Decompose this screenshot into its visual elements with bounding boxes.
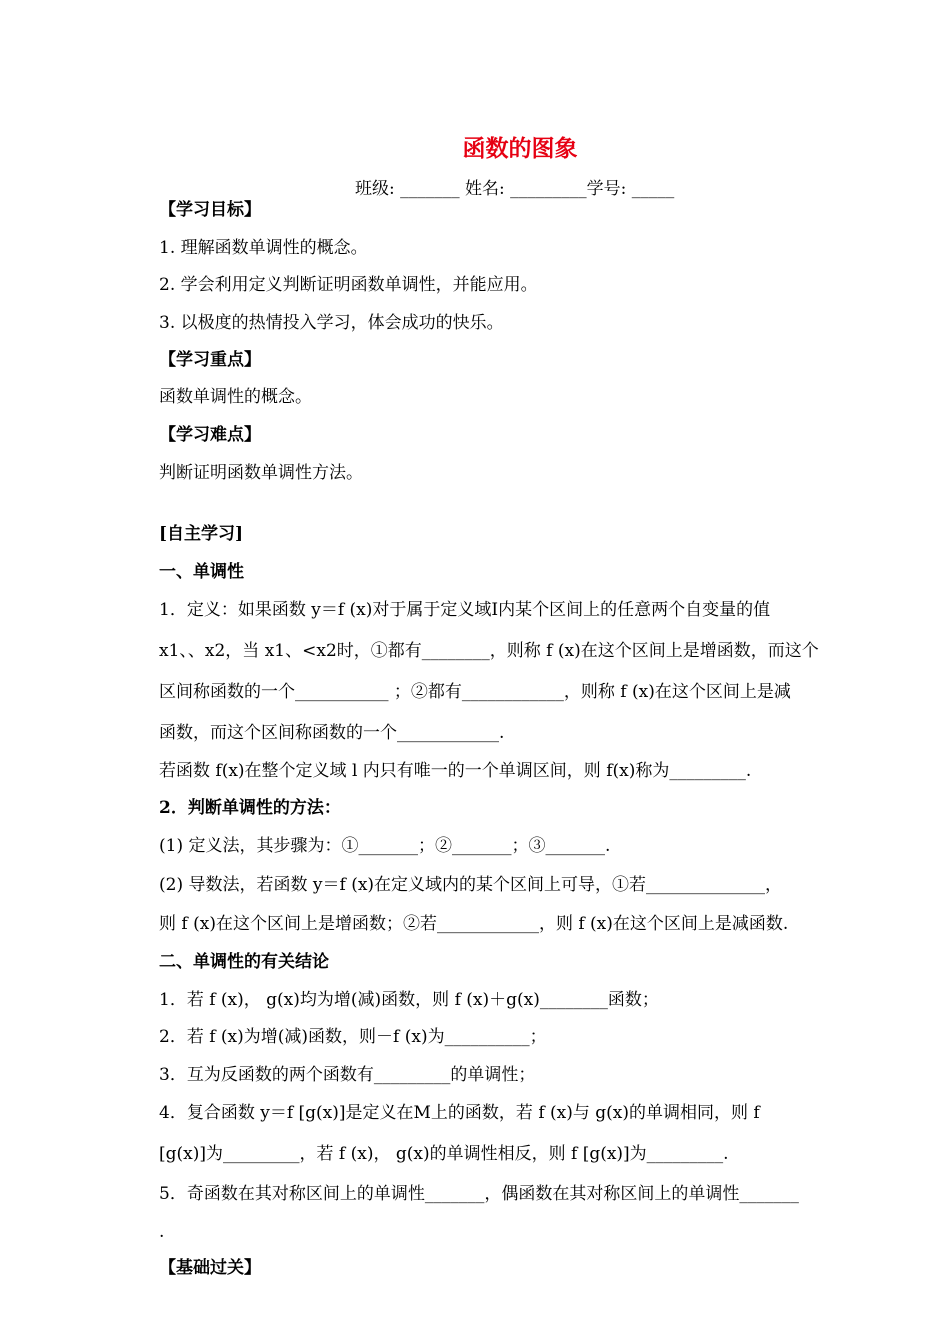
student-info-line: 班级: _______ 姓名: _________学号: _____ <box>355 179 675 199</box>
key-points-text: 函数单调性的概念。 <box>159 387 312 407</box>
method-derivative-line-1: (2) 导数法，若函数 y＝f (x)在定义域内的某个区间上可导，①若______________， <box>159 875 783 895</box>
definition-line-4: 函数，而这个区间称函数的一个____________. <box>159 723 505 743</box>
conclusion-item-1: 1．若 f (x)， g(x)均为增(减)函数，则 f (x)＋g(x)________函数； <box>159 990 659 1010</box>
method-derivative-line-2: 则 f (x)在这个区间上是增函数；②若____________，则 f (x)在这个区间上是减函数. <box>159 914 789 934</box>
subheading-judging-methods: 2．判断单调性的方法： <box>159 798 341 818</box>
definition-line-5: 若函数 f(x)在整个定义域 l 内只有唯一的一个单调区间，则 f(x)称为_________. <box>159 761 752 781</box>
objective-item-2: 2. 学会利用定义判断证明函数单调性，并能应用。 <box>159 275 538 295</box>
conclusion-item-4-line-1: 4．复合函数 y＝f [g(x)]是定义在M上的函数，若 f (x)与 g(x)的单调相同，则 f <box>159 1103 760 1123</box>
definition-line-3: 区间称函数的一个___________ ；②都有____________，则称 f (x)在这个区间上是减 <box>159 682 791 702</box>
page-title: 函数的图象 <box>462 135 578 162</box>
conclusion-item-4-line-2: [g(x)]为_________，若 f (x)， g(x)的单调性相反，则 f [g(x)]为_________. <box>159 1144 729 1164</box>
definition-line-2: x1、、x2，当 x1、<x2时，①都有________，则称 f (x)在这个区间上是增函数，而这个 <box>159 641 819 661</box>
subsection-heading-conclusions: 二、单调性的有关结论 <box>159 952 329 972</box>
difficulties-text: 判断证明函数单调性方法。 <box>159 463 363 483</box>
section-heading-key-points: 【学习重点】 <box>159 350 261 370</box>
conclusion-item-5: 5．奇函数在其对称区间上的单调性_______，偶函数在其对称区间上的单调性_______ <box>159 1184 799 1204</box>
section-heading-self-study: [自主学习] <box>159 524 244 544</box>
method-definition-line: (1) 定义法，其步骤为：①_______；②_______；③_______. <box>159 836 611 856</box>
section-heading-learning-objectives: 【学习目标】 <box>159 200 261 220</box>
conclusion-item-3: 3．互为反函数的两个函数有_________的单调性； <box>159 1065 536 1085</box>
conclusion-item-2: 2．若 f (x)为增(减)函数，则－f (x)为__________； <box>159 1027 547 1047</box>
definition-line-1: 1．定义：如果函数 y＝f (x)对于属于定义域Ⅰ内某个区间上的任意两个自变量的值 <box>159 600 771 620</box>
section-heading-basic-practice: 【基础过关】 <box>159 1258 261 1278</box>
section-heading-difficulties: 【学习难点】 <box>159 425 261 445</box>
conclusion-item-5-end: . <box>159 1222 165 1242</box>
subsection-heading-monotonicity: 一、单调性 <box>159 562 244 582</box>
objective-item-1: 1. 理解函数单调性的概念。 <box>159 238 368 258</box>
objective-item-3: 3. 以极度的热情投入学习，体会成功的快乐。 <box>159 313 504 333</box>
